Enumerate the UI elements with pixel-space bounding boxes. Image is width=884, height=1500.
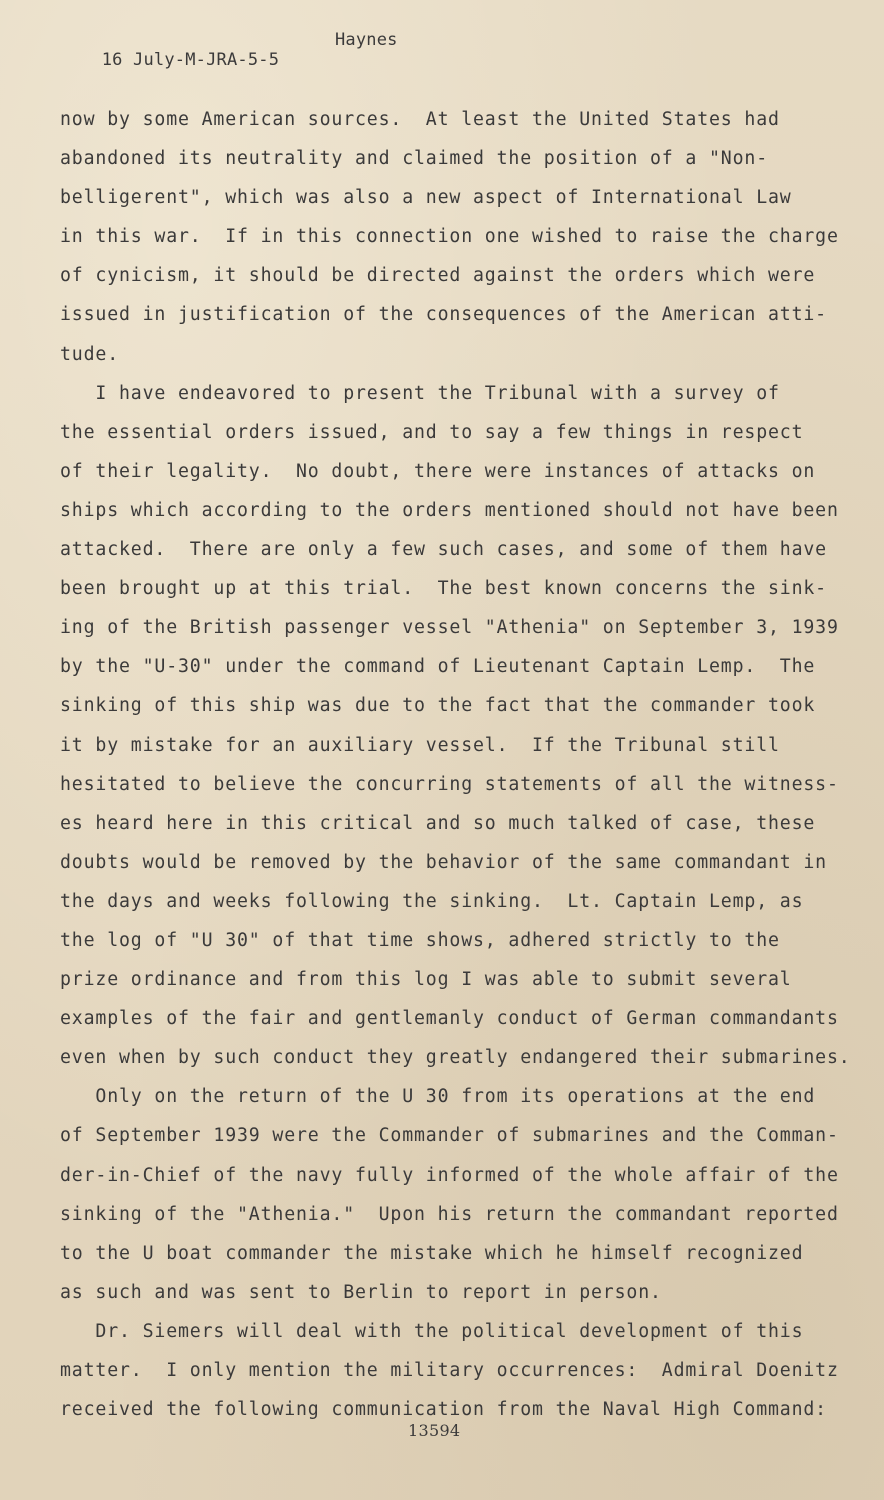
text-line: prize ordinance and from this log I was able to submit several <box>60 969 792 991</box>
transcript-reference: 16 July-M-JRA-5-5 <box>101 50 280 70</box>
text-line: ing of the British passenger vessel "Athenia" on September 3, 1939 <box>60 617 839 639</box>
text-line: der-in-Chief of the navy fully informed of the whole affair of the <box>60 1164 839 1186</box>
text-line: attacked. There are only a few such cases, and some of them have <box>60 539 827 561</box>
reporter-name: Haynes <box>335 30 398 50</box>
text-line: even when by such conduct they greatly endangered their submarines. <box>60 1047 851 1069</box>
text-line: to the U boat commander the mistake which he himself recognized <box>60 1242 804 1264</box>
text-line: doubts would be removed by the behavior of the same commandant in <box>60 851 827 873</box>
text-line: tude. <box>60 343 119 365</box>
text-line: of their legality. No doubt, there were instances of attacks on <box>60 460 816 482</box>
text-line: abandoned its neutrality and claimed the position of a "Non- <box>60 148 768 170</box>
document-body <box>60 100 872 1429</box>
page-header <box>60 30 398 110</box>
text-line: examples of the fair and gentlemanly conduct of German commandants <box>60 1008 839 1030</box>
text-line: issued in justification of the consequences of the American atti- <box>60 304 827 326</box>
text-line: by the "U-30" under the command of Lieutenant Captain Lemp. The <box>60 656 816 678</box>
text-line: the log of "U 30" of that time shows, adhered strictly to the <box>60 929 780 951</box>
text-line: received the following communication from the Naval High Command: <box>60 1399 827 1421</box>
text-line: the days and weeks following the sinking. Lt. Captain Lemp, as <box>60 890 804 912</box>
text-line: sinking of this ship was due to the fact that the commander took <box>60 695 816 717</box>
text-line: I have endeavored to present the Tribunal with a survey of <box>60 382 780 404</box>
text-line: hesitated to believe the concurring statements of all the witness- <box>60 773 839 795</box>
text-line: it by mistake for an auxiliary vessel. If the Tribunal still <box>60 734 780 756</box>
text-line: in this war. If in this connection one wished to raise the charge <box>60 226 839 248</box>
text-line: been brought up at this trial. The best known concerns the sink- <box>60 578 827 600</box>
text-line: es heard here in this critical and so much talked of case, these <box>60 812 816 834</box>
text-line: of September 1939 were the Commander of submarines and the Comman- <box>60 1125 839 1147</box>
text-line: belligerent", which was also a new aspect of International Law <box>60 187 792 209</box>
text-line: ships which according to the orders mentioned should not have been <box>60 499 839 521</box>
text-line: Dr. Siemers will deal with the political development of this <box>60 1320 804 1342</box>
text-line: of cynicism, it should be directed against the orders which were <box>60 265 816 287</box>
page-number: 13594 <box>408 1421 461 1440</box>
text-line: as such and was sent to Berlin to report in person. <box>60 1281 662 1303</box>
text-line: Only on the return of the U 30 from its operations at the end <box>60 1086 816 1108</box>
text-line: now by some American sources. At least the United States had <box>60 109 780 130</box>
text-line: sinking of the "Athenia." Upon his return the commandant reported <box>60 1203 839 1225</box>
text-line: the essential orders issued, and to say a few things in respect <box>60 421 804 443</box>
text-line: matter. I only mention the military occurrences: Admiral Doenitz <box>60 1360 839 1381</box>
